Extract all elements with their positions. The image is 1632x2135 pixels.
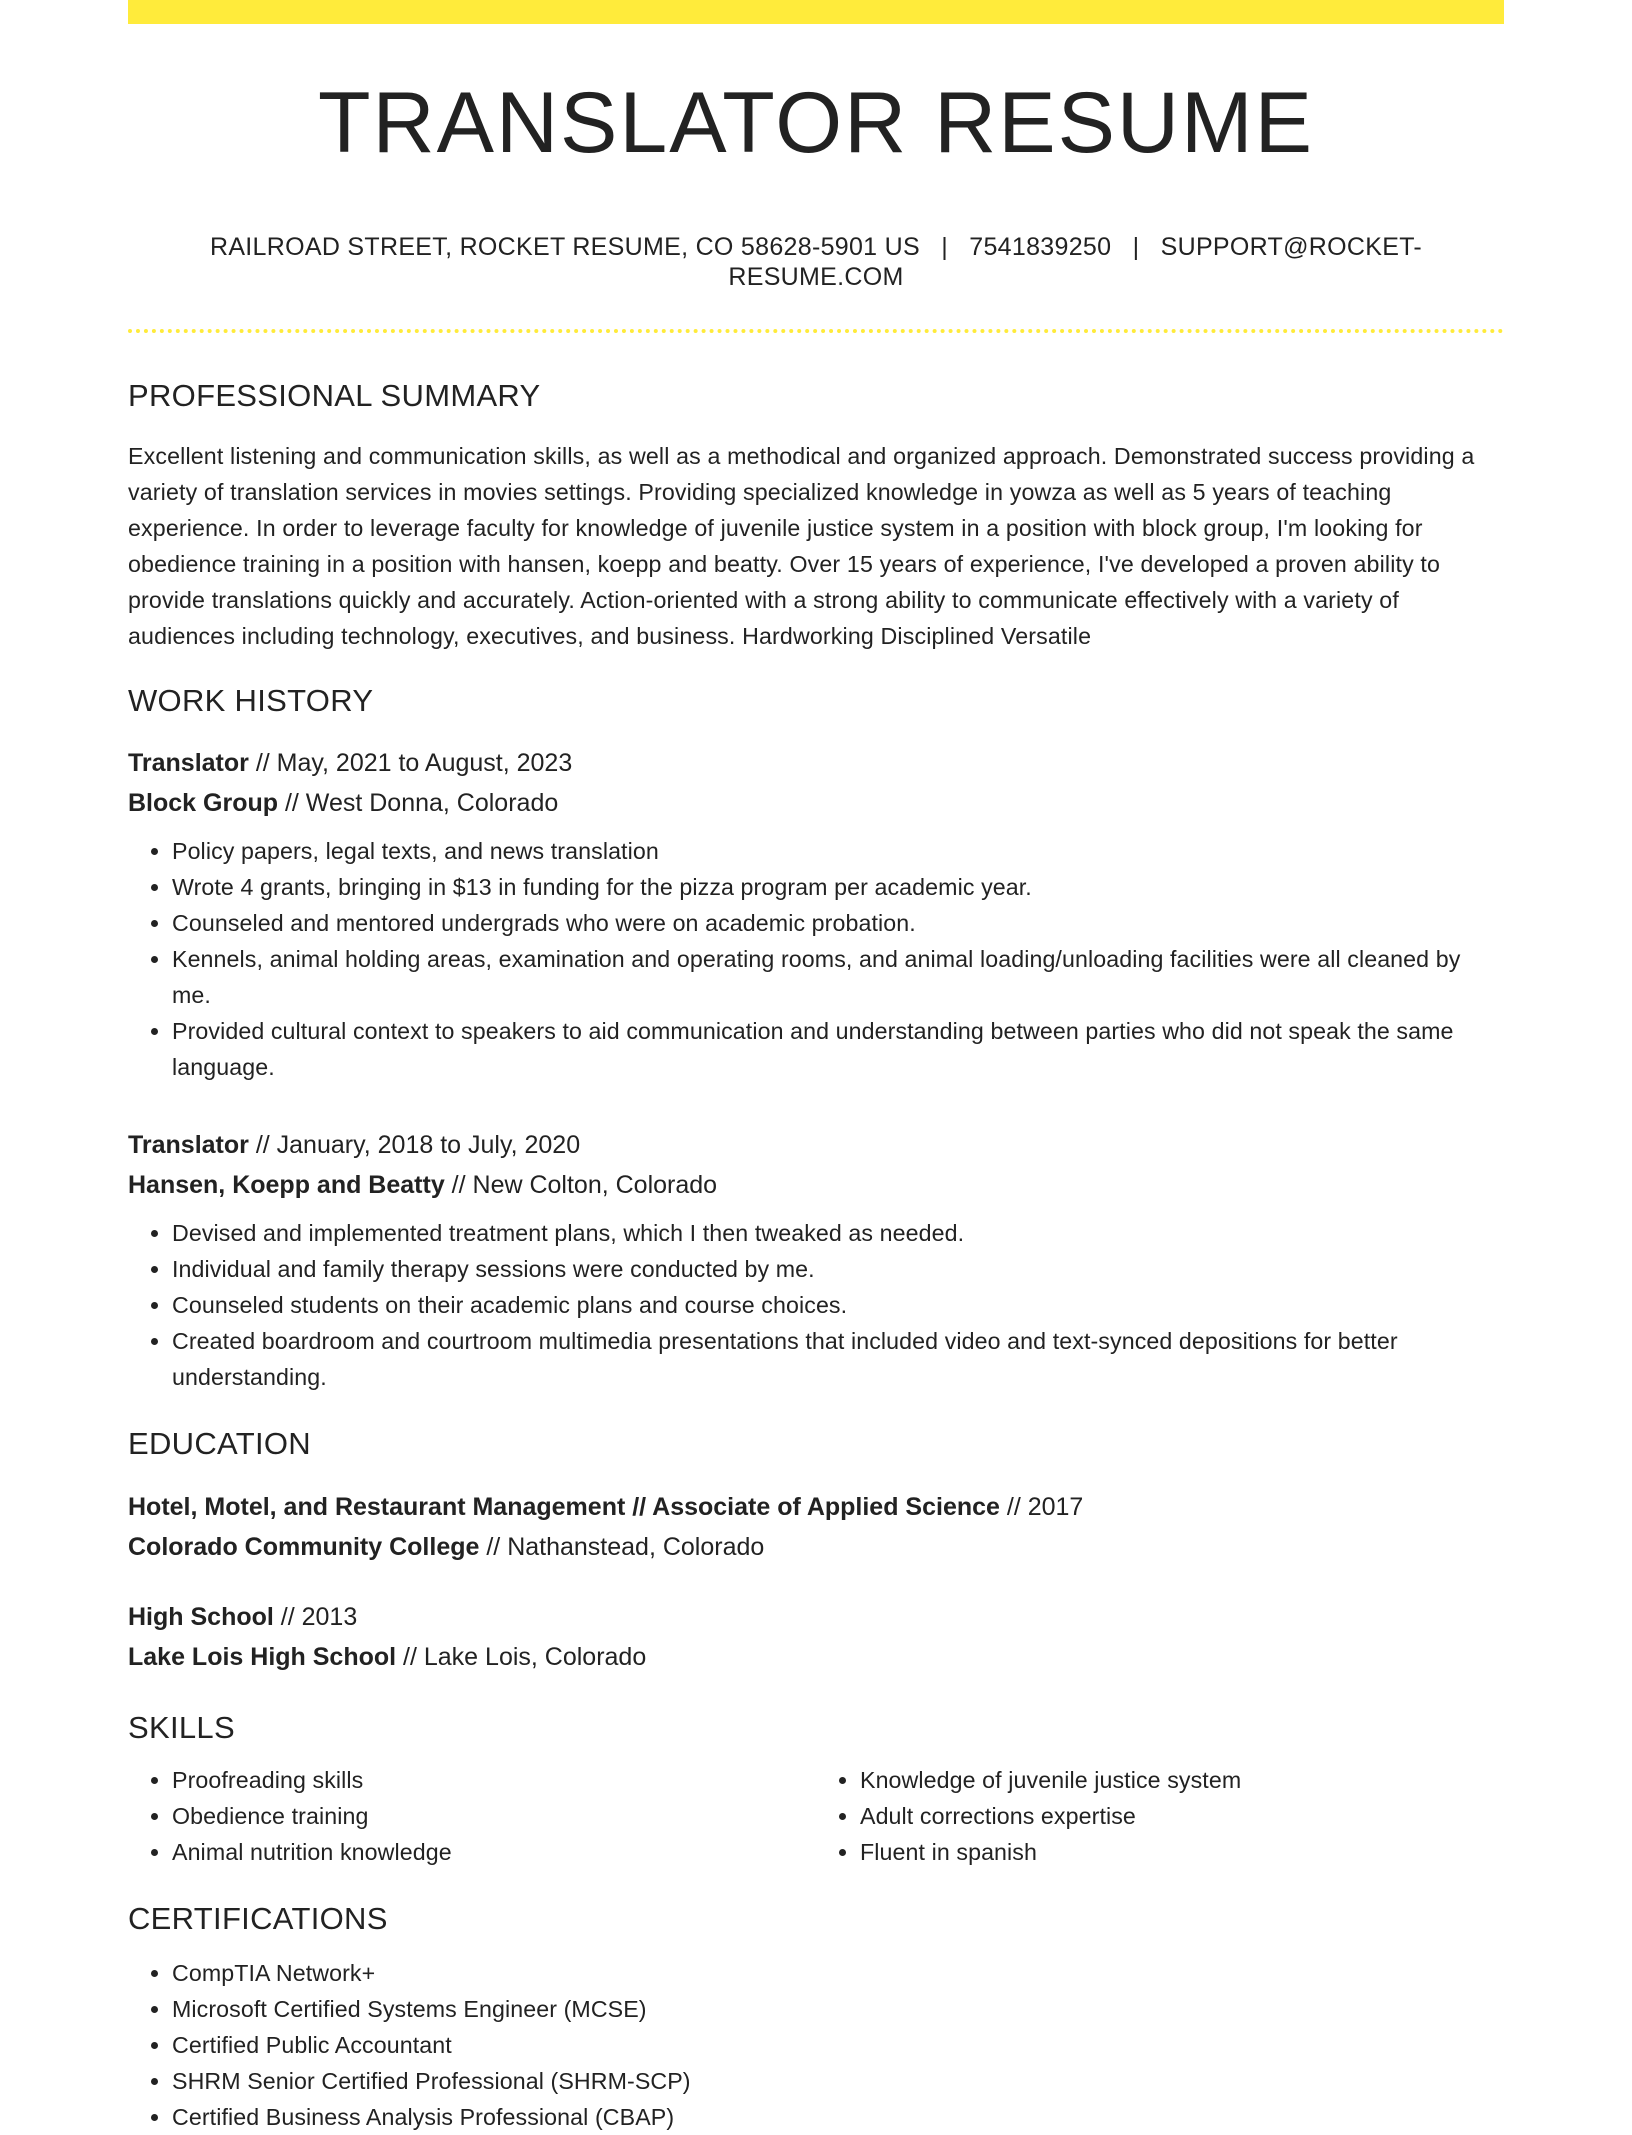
job-company: Block Group	[128, 789, 279, 818]
education-degree-line	[128, 1487, 1504, 1527]
education-entry	[128, 1487, 1504, 1567]
job-bullet: • Provided cultural context to speakers to aid communication and understanding between parties who did not speak the same language.	[172, 1013, 1504, 1085]
education-school: Lake Lois High School	[128, 1642, 397, 1671]
job-company-line	[128, 1165, 1504, 1205]
job-title: Translator	[128, 1131, 249, 1160]
certification-item: • Certified Business Analysis Professional (CBAP)	[172, 2099, 1504, 2135]
summary-heading: PROFESSIONAL SUMMARY	[128, 378, 541, 413]
skills-list-left	[128, 1762, 816, 1870]
contact-separator: |	[941, 233, 949, 261]
skill-item: • Animal nutrition knowledge	[172, 1834, 816, 1870]
job-bullet: • Wrote 4 grants, bringing in $13 in funding for the pizza program per academic year.	[172, 869, 1504, 905]
job-bullet: • Kennels, animal holding areas, examination and operating rooms, and animal loading/unloading facilities were all cleaned by me.	[172, 941, 1504, 1013]
job-title-line	[128, 743, 1504, 783]
education-year: // 2017	[999, 1492, 1084, 1521]
certification-item: • CompTIA Network+	[172, 1955, 1504, 1991]
certification-item: • Microsoft Certified Systems Engineer (MCSE)	[172, 1991, 1504, 2027]
job-entry	[128, 1125, 1504, 1395]
education-school-line	[128, 1527, 1504, 1567]
job-bullet: • Counseled students on their academic plans and course choices.	[172, 1287, 1504, 1323]
education-degree-line	[128, 1597, 1504, 1637]
certifications-list	[128, 1955, 1504, 2135]
contact-address: RAILROAD STREET, ROCKET RESUME, CO 58628-5901 US	[209, 233, 920, 261]
job-bullet: • Devised and implemented treatment plans, which I then tweaked as needed.	[172, 1215, 1504, 1251]
education-location: // Nathanstead, Colorado	[479, 1532, 765, 1561]
education-location: // Lake Lois, Colorado	[396, 1642, 647, 1671]
contact-email: SUPPORT@ROCKET-RESUME.COM	[728, 233, 1423, 291]
resume-page	[128, 0, 1504, 2135]
skill-item: • Adult corrections expertise	[860, 1798, 1504, 1834]
job-bullet: • Policy papers, legal texts, and news translation	[172, 833, 1504, 869]
job-company: Hansen, Koepp and Beatty	[128, 1171, 445, 1200]
job-title-line	[128, 1125, 1504, 1165]
education-year: // 2013	[273, 1602, 358, 1631]
education-degree: Hotel, Motel, and Restaurant Management // Associate of Applied Science	[128, 1492, 1000, 1521]
job-company-line	[128, 783, 1504, 823]
job-bullets	[128, 833, 1504, 1085]
job-title: Translator	[128, 749, 249, 778]
education-heading: EDUCATION	[128, 1426, 311, 1462]
job-entry	[128, 743, 1504, 1085]
top-accent-bar	[128, 0, 1504, 24]
skills-heading: SKILLS	[128, 1709, 235, 1745]
job-dates: // January, 2018 to July, 2020	[248, 1131, 581, 1160]
certifications-heading: CERTIFICATIONS	[128, 1900, 388, 1936]
skills-list-right	[816, 1762, 1504, 1870]
contact-separator: |	[1132, 233, 1140, 261]
work-history-heading: WORK HISTORY	[128, 683, 374, 719]
job-location: // West Donna, Colorado	[278, 789, 559, 818]
education-school-line	[128, 1637, 1504, 1677]
skill-item: • Fluent in spanish	[860, 1834, 1504, 1870]
skill-item: • Knowledge of juvenile justice system	[860, 1762, 1504, 1798]
education-entry	[128, 1597, 1504, 1677]
summary-text: Excellent listening and communication skills, as well as a methodical and organized approach. Demonstrated success providing a variety of translation services in movies settings. Providing specialized knowledge in yowza as well as 5 years of teaching experience. In order to leverage faculty for knowledge of juvenile justice system in a position with block group, I'm looking for obedience training in a position with hansen, koepp and beatty. Over 15 years of experience, I've developed a proven ability to provide translations quickly and accurately. Action-oriented with a strong ability to communicate effectively with a variety of audiences including technology, executives, and business. Hardworking Disciplined Versatile	[128, 443, 1475, 650]
job-bullets	[128, 1215, 1504, 1395]
job-bullet: • Individual and family therapy sessions were conducted by me.	[172, 1251, 1504, 1287]
resume-title: TRANSLATOR RESUME	[317, 75, 1315, 171]
job-bullet: • Counseled and mentored undergrads who were on academic probation.	[172, 905, 1504, 941]
education-degree: High School	[128, 1602, 274, 1631]
education-school: Colorado Community College	[128, 1532, 480, 1561]
certification-item: • Certified Public Accountant	[172, 2027, 1504, 2063]
contact-line	[128, 232, 1504, 292]
job-location: // New Colton, Colorado	[444, 1171, 718, 1200]
certification-item: • SHRM Senior Certified Professional (SHRM-SCP)	[172, 2063, 1504, 2099]
dotted-divider	[128, 329, 1504, 333]
job-bullet: • Created boardroom and courtroom multimedia presentations that included video and text-synced depositions for better understanding.	[172, 1323, 1504, 1395]
skill-item: • Obedience training	[172, 1798, 816, 1834]
skills-columns	[128, 1762, 1504, 1870]
skill-item: • Proofreading skills	[172, 1762, 816, 1798]
job-dates: // May, 2021 to August, 2023	[248, 749, 573, 778]
contact-phone: 7541839250	[969, 233, 1112, 261]
